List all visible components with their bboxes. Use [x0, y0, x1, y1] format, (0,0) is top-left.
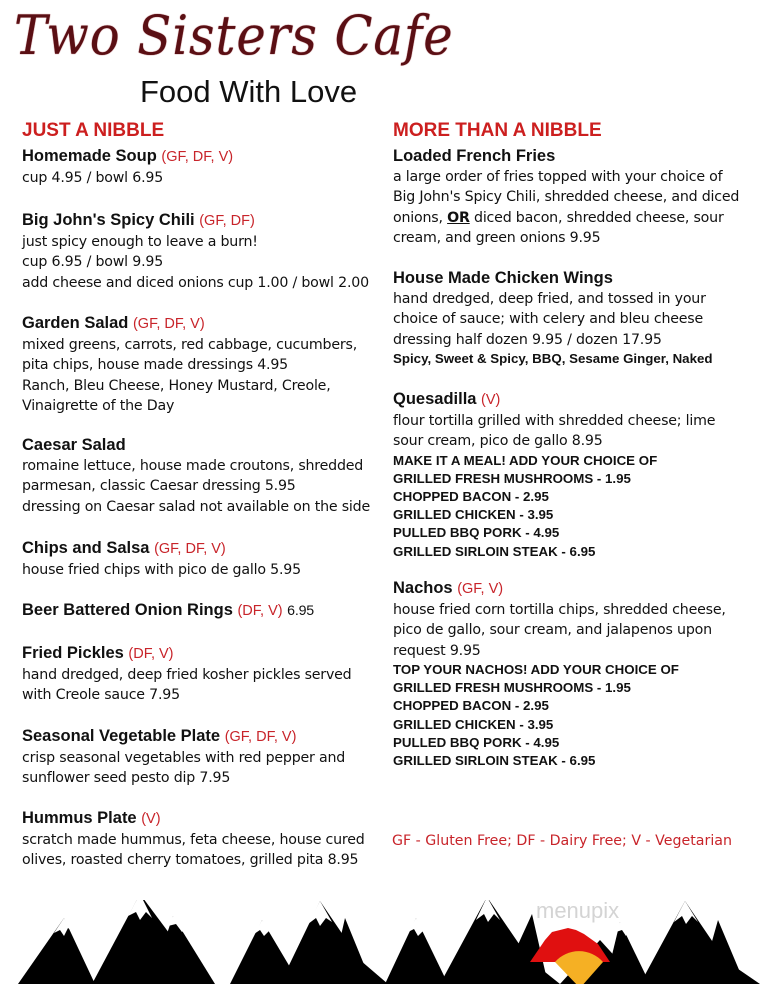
add-on-line: GRILLED FRESH MUSHROOMS - 1.95 — [393, 470, 631, 486]
item-name: Loaded French Fries — [393, 147, 556, 165]
menu-item-beer-battered-onion-rings — [22, 600, 392, 622]
item-description-line: hand dredged, deep fried kosher pickles served — [22, 667, 352, 683]
description-segment: onions, — [393, 209, 448, 226]
item-title — [393, 578, 763, 600]
item-name: Garden Salad — [22, 314, 129, 332]
item-description-line: pico de gallo, sour cream, and jalapenos upon — [393, 622, 712, 639]
diet-tags: (GF, DF, V) — [224, 729, 297, 745]
diet-tags: (GF, V) — [457, 581, 504, 597]
menu-item-homemade-soup — [22, 146, 392, 188]
item-description-line: sour cream, pico de gallo 8.95 — [393, 433, 603, 450]
add-on-line: PULLED BBQ PORK - 4.95 — [393, 734, 560, 750]
item-title — [393, 146, 763, 167]
item-name: Nachos — [393, 579, 453, 597]
watermark: menupix — [536, 898, 620, 923]
item-description-line: sunflower seed pesto dip 7.95 — [22, 770, 231, 787]
item-description-line: romaine lettuce, house made croutons, shredded — [22, 458, 364, 474]
menu-item-quesadilla — [393, 389, 763, 561]
add-on-line: PULLED BBQ PORK - 4.95 — [393, 525, 560, 541]
item-name: Beer Battered Onion Rings — [22, 601, 233, 619]
item-description-line: house fried corn tortilla chips, shredded cheese, — [393, 602, 726, 618]
description-segment: diced bacon, shredded cheese, sour — [469, 209, 724, 226]
item-description-line: a large order of fries topped with your choice of — [393, 169, 723, 185]
item-title — [393, 389, 763, 411]
add-on-line: GRILLED SIRLOIN STEAK - 6.95 — [393, 543, 596, 559]
item-title — [393, 268, 763, 289]
menu-item-loaded-french-fries — [393, 146, 763, 248]
item-description-line: cup 4.95 / bowl 6.95 — [22, 170, 164, 186]
menu-item-garden-salad — [22, 313, 392, 416]
item-description-line: add cheese and diced onions cup 1.00 / bowl 2.00 — [22, 274, 369, 291]
item-title — [22, 435, 392, 456]
item-description-line: request 9.95 — [393, 642, 481, 659]
item-description-line: olives, roasted cherry tomatoes, grilled pita 8.95 — [22, 852, 359, 869]
item-name: Chips and Salsa — [22, 539, 150, 557]
item-description-line: house fried chips with pico de gallo 5.95 — [22, 562, 301, 578]
menu-item-fried-pickles — [22, 643, 392, 706]
item-description-line: dressing on Caesar salad not available on the side — [22, 498, 370, 515]
item-description-line: crisp seasonal vegetables with red pepper and — [22, 750, 346, 766]
item-name: Fried Pickles — [22, 644, 124, 662]
add-on-line: GRILLED FRESH MUSHROOMS - 1.95 — [393, 680, 631, 696]
item-description-line: hand dredged, deep fried, and tossed in your — [393, 291, 706, 307]
item-description-line: cup 6.95 / bowl 9.95 — [22, 254, 164, 271]
item-title — [22, 600, 392, 622]
diet-tags: (V) — [481, 392, 501, 408]
item-description-line: flour tortilla grilled with shredded cheese; lime — [393, 413, 716, 429]
item-description-line: pita chips, house made dressings 4.95 — [22, 357, 288, 374]
item-name: Hummus Plate — [22, 809, 137, 827]
item-title — [22, 313, 392, 335]
item-title — [22, 643, 392, 665]
item-description-line: Vinaigrette of the Day — [22, 397, 175, 414]
diet-tags: (V) — [141, 811, 161, 827]
description-segment: OR — [447, 209, 470, 226]
item-title — [22, 808, 392, 830]
diet-tags: (GF, DF, V) — [132, 316, 205, 332]
diet-tags: (DF, V) — [128, 646, 174, 662]
diet-tags: (GF, DF) — [199, 213, 255, 229]
add-on-line: GRILLED SIRLOIN STEAK - 6.95 — [393, 752, 596, 768]
item-title — [22, 538, 392, 560]
item-name: Big John's Spicy Chili — [22, 211, 195, 229]
mountains-illustration — [0, 900, 768, 994]
add-on-line: MAKE IT A MEAL! ADD YOUR CHOICE OF — [393, 452, 658, 468]
item-description-line: Ranch, Bleu Cheese, Honey Mustard, Creole, — [22, 377, 331, 394]
item-description-line: with Creole sauce 7.95 — [22, 687, 180, 704]
item-description-line: choice of sauce; with celery and bleu cheese — [393, 311, 704, 328]
section-title-more-than-a-nibble: MORE THAN A NIBBLE — [393, 120, 602, 141]
item-title — [22, 210, 392, 232]
add-on-line: GRILLED CHICKEN - 3.95 — [393, 716, 554, 732]
item-description-line: scratch made hummus, feta cheese, house cured — [22, 832, 365, 848]
menu-item-seasonal-vegetable-plate — [22, 726, 392, 789]
item-description-line: Big John's Spicy Chili, shredded cheese, and diced — [393, 189, 740, 206]
item-description-line: cream, and green onions 9.95 — [393, 229, 601, 246]
add-on-line: CHOPPED BACON - 2.95 — [393, 698, 549, 714]
item-price: 6.95 — [287, 603, 314, 619]
tagline: Food With Love — [140, 74, 358, 109]
item-title — [22, 726, 392, 748]
item-description-line — [393, 208, 763, 228]
menu-item-caesar-salad — [22, 435, 392, 517]
diet-tags: (DF, V) — [237, 603, 283, 619]
menu-item-house-made-chicken-wings — [393, 268, 763, 368]
add-on-line: Spicy, Sweet & Spicy, BBQ, Sesame Ginger, Naked — [393, 350, 713, 366]
section-title-just-a-nibble: JUST A NIBBLE — [22, 120, 165, 141]
diet-legend: GF - Gluten Free; DF - Dairy Free; V - Vegetarian — [392, 833, 732, 849]
item-name: Caesar Salad — [22, 436, 126, 454]
item-description-line: mixed greens, carrots, red cabbage, cucumbers, — [22, 337, 357, 353]
item-description-line: parmesan, classic Caesar dressing 5.95 — [22, 478, 296, 495]
menu-item-big-john-s-spicy-chili — [22, 210, 392, 293]
item-name: Homemade Soup — [22, 147, 157, 165]
add-on-line: CHOPPED BACON - 2.95 — [393, 489, 549, 504]
add-on-line: TOP YOUR NACHOS! ADD YOUR CHOICE OF — [393, 661, 679, 677]
item-name: House Made Chicken Wings — [393, 269, 613, 287]
menu-item-chips-and-salsa — [22, 538, 392, 580]
cafe-logo: Two Sisters Cafe — [14, 4, 454, 67]
item-description-line: just spicy enough to leave a burn! — [22, 234, 258, 250]
menu-item-hummus-plate — [22, 808, 392, 871]
add-on-line: GRILLED CHICKEN - 3.95 — [393, 507, 554, 523]
item-name: Seasonal Vegetable Plate — [22, 727, 221, 745]
menu-item-nachos — [393, 578, 763, 770]
diet-tags: (GF, DF, V) — [161, 149, 234, 165]
diet-tags: (GF, DF, V) — [154, 541, 226, 557]
item-name: Quesadilla — [393, 390, 477, 408]
item-title — [22, 146, 392, 168]
item-description-line: dressing half dozen 9.95 / dozen 17.95 — [393, 331, 662, 348]
